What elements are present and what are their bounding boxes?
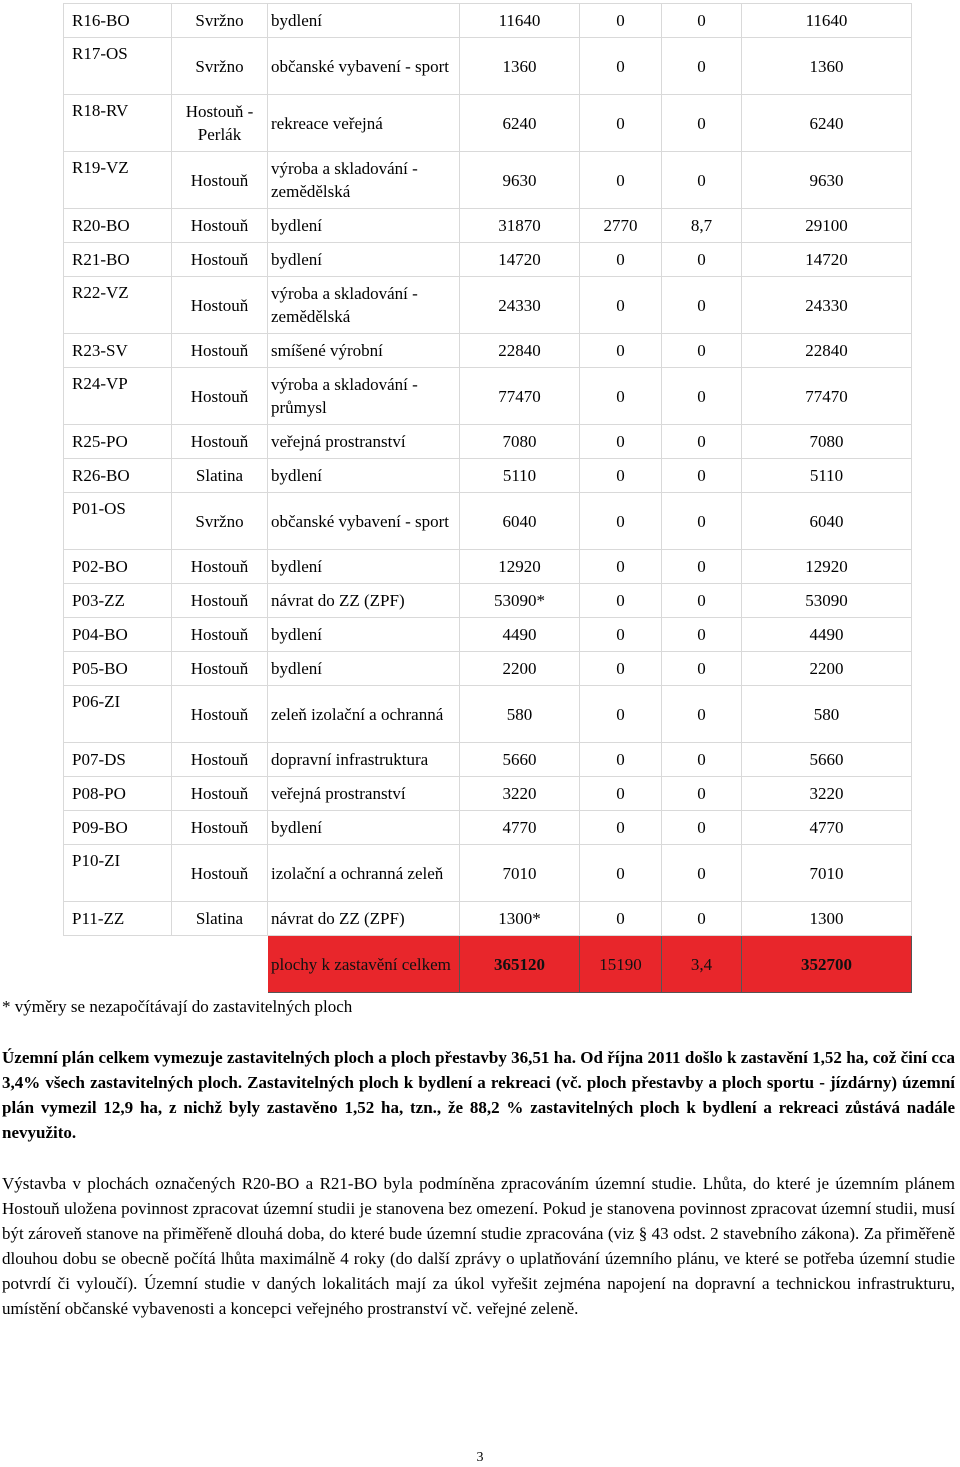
areas-table [63, 3, 912, 993]
total-area-cell: 53090* [460, 584, 580, 618]
built-percent-cell: 0 [662, 845, 742, 902]
areas-table-body [64, 4, 912, 993]
area-code-cell: P05-BO [64, 652, 172, 686]
remaining-area-cell: 2200 [742, 652, 912, 686]
total-area-cell: 77470 [460, 368, 580, 425]
location-cell: Hostouň [172, 743, 268, 777]
table-row [64, 618, 912, 652]
built-area-cell: 0 [580, 845, 662, 902]
remaining-area-cell: 24330 [742, 277, 912, 334]
table-row [64, 652, 912, 686]
built-percent-sum-cell: 3,4 [662, 936, 742, 993]
total-blank-cell [172, 936, 268, 993]
built-area-cell: 0 [580, 4, 662, 38]
area-code-cell: P01-OS [64, 493, 172, 550]
built-area-cell: 0 [580, 38, 662, 95]
table-row [64, 459, 912, 493]
total-area-cell: 6040 [460, 493, 580, 550]
table-row [64, 777, 912, 811]
total-area-cell: 9630 [460, 152, 580, 209]
built-percent-cell: 0 [662, 95, 742, 152]
remaining-area-cell: 580 [742, 686, 912, 743]
built-percent-cell: 0 [662, 811, 742, 845]
total-row [64, 936, 912, 993]
total-area-cell: 1360 [460, 38, 580, 95]
remaining-area-cell: 7010 [742, 845, 912, 902]
land-use-cell: bydlení [268, 652, 460, 686]
built-percent-cell: 0 [662, 4, 742, 38]
built-area-cell: 0 [580, 652, 662, 686]
table-row [64, 811, 912, 845]
remaining-area-cell: 11640 [742, 4, 912, 38]
location-cell: Hostouň [172, 584, 268, 618]
land-use-cell: smíšené výrobní [268, 334, 460, 368]
location-cell: Hostouň [172, 811, 268, 845]
built-percent-cell: 0 [662, 618, 742, 652]
table-row [64, 493, 912, 550]
total-area-cell: 7080 [460, 425, 580, 459]
location-cell: Hostouň [172, 777, 268, 811]
study-paragraph: Výstavba v plochách označených R20-BO a R21-BO byla podmíněna zpracováním územní studie. Lhůta, do které je územním plánem Hostouň uložena povinnost zpracovat územní studii je stanovena bez omezení. Pokud je stanovena povinnost zpracovat územní studii, musí být zároveň stanove na přiměřeně dlouhá doba, do které bude územní studie zpracována (viz § 43 odst. 2 stavebního zákona). Za přiměřeně dlouhou dobu se obecně počítá lhůta maximálně 4 roky (do další zprávy o uplatňování územního plánu, ve které se potřeba územní studie potvrdí či vyloučí). Územní studie v daných lokalitách mají za úkol vyřešit zejména napojení na dopravní a technickou infrastrukturu, umístění občanské vybavenosti a koncepci veřejného prostranství vč. veřejné zeleně. [2, 1174, 955, 1318]
location-cell: Hostouň [172, 209, 268, 243]
land-use-cell: bydlení [268, 550, 460, 584]
built-area-cell: 0 [580, 686, 662, 743]
remaining-area-cell: 77470 [742, 368, 912, 425]
remaining-area-cell: 12920 [742, 550, 912, 584]
location-cell: Hostouň [172, 550, 268, 584]
total-area-cell: 14720 [460, 243, 580, 277]
built-area-cell: 0 [580, 584, 662, 618]
land-use-cell: rekreace veřejná [268, 95, 460, 152]
footnote: * výměry se nezapočítávají do zastavitelných ploch [2, 997, 353, 1016]
land-use-cell: bydlení [268, 243, 460, 277]
remaining-area-cell: 22840 [742, 334, 912, 368]
remaining-area-cell: 53090 [742, 584, 912, 618]
remaining-area-cell: 6040 [742, 493, 912, 550]
table-row [64, 550, 912, 584]
area-code-cell: R17-OS [64, 38, 172, 95]
built-percent-cell: 0 [662, 550, 742, 584]
built-area-cell: 0 [580, 743, 662, 777]
built-area-cell: 0 [580, 618, 662, 652]
location-cell: Hostouň [172, 152, 268, 209]
remaining-area-cell: 6240 [742, 95, 912, 152]
area-code-cell: P03-ZZ [64, 584, 172, 618]
built-area-cell: 0 [580, 277, 662, 334]
location-cell: Slatina [172, 459, 268, 493]
total-blank-cell [64, 936, 172, 993]
land-use-cell: veřejná prostranství [268, 425, 460, 459]
built-percent-cell: 0 [662, 368, 742, 425]
built-percent-cell: 0 [662, 38, 742, 95]
location-cell: Svržno [172, 493, 268, 550]
total-area-cell: 1300* [460, 902, 580, 936]
built-percent-cell: 0 [662, 334, 742, 368]
location-cell: Hostouň [172, 618, 268, 652]
built-percent-cell: 0 [662, 777, 742, 811]
table-row [64, 152, 912, 209]
built-percent-cell: 0 [662, 277, 742, 334]
location-cell: Hostouň [172, 845, 268, 902]
land-use-cell: občanské vybavení - sport [268, 38, 460, 95]
built-area-cell: 0 [580, 777, 662, 811]
remaining-area-cell: 14720 [742, 243, 912, 277]
built-area-cell: 0 [580, 902, 662, 936]
remaining-area-cell: 1300 [742, 902, 912, 936]
area-code-cell: P08-PO [64, 777, 172, 811]
land-use-cell: bydlení [268, 209, 460, 243]
built-percent-cell: 0 [662, 152, 742, 209]
area-code-cell: R16-BO [64, 4, 172, 38]
area-code-cell: P11-ZZ [64, 902, 172, 936]
area-code-cell: P07-DS [64, 743, 172, 777]
total-area-cell: 6240 [460, 95, 580, 152]
area-code-cell: R18-RV [64, 95, 172, 152]
location-cell: Hostouň [172, 368, 268, 425]
table-row [64, 209, 912, 243]
remaining-area-cell: 4490 [742, 618, 912, 652]
built-area-cell: 0 [580, 152, 662, 209]
land-use-cell: návrat do ZZ (ZPF) [268, 902, 460, 936]
location-cell: Svržno [172, 38, 268, 95]
location-cell: Hostouň - Perlák [172, 95, 268, 152]
remaining-area-cell: 5660 [742, 743, 912, 777]
land-use-cell: výroba a skladování - průmysl [268, 368, 460, 425]
table-row [64, 4, 912, 38]
land-use-cell: výroba a skladování - zemědělská [268, 277, 460, 334]
remaining-area-cell: 29100 [742, 209, 912, 243]
built-area-cell: 0 [580, 459, 662, 493]
table-row [64, 243, 912, 277]
area-code-cell: R22-VZ [64, 277, 172, 334]
location-cell: Hostouň [172, 652, 268, 686]
built-percent-cell: 0 [662, 584, 742, 618]
built-area-cell: 0 [580, 425, 662, 459]
built-area-sum-cell: 15190 [580, 936, 662, 993]
total-area-cell: 4490 [460, 618, 580, 652]
built-percent-cell: 0 [662, 459, 742, 493]
land-use-cell: návrat do ZZ (ZPF) [268, 584, 460, 618]
land-use-cell: bydlení [268, 4, 460, 38]
table-row [64, 686, 912, 743]
table-row [64, 902, 912, 936]
built-percent-cell: 0 [662, 743, 742, 777]
area-code-cell: R20-BO [64, 209, 172, 243]
table-row [64, 95, 912, 152]
land-use-cell: občanské vybavení - sport [268, 493, 460, 550]
location-cell: Hostouň [172, 425, 268, 459]
total-area-cell: 7010 [460, 845, 580, 902]
built-percent-cell: 0 [662, 652, 742, 686]
area-code-cell: R24-VP [64, 368, 172, 425]
total-area-cell: 24330 [460, 277, 580, 334]
land-use-cell: dopravní infrastruktura [268, 743, 460, 777]
table-row [64, 845, 912, 902]
built-area-cell: 0 [580, 95, 662, 152]
area-code-cell: R25-PO [64, 425, 172, 459]
built-area-cell: 0 [580, 811, 662, 845]
remaining-area-sum-cell: 352700 [742, 936, 912, 993]
remaining-area-cell: 5110 [742, 459, 912, 493]
land-use-cell: bydlení [268, 618, 460, 652]
built-percent-cell: 0 [662, 493, 742, 550]
area-code-cell: P04-BO [64, 618, 172, 652]
area-code-cell: R19-VZ [64, 152, 172, 209]
table-row [64, 38, 912, 95]
total-area-cell: 5110 [460, 459, 580, 493]
table-row [64, 743, 912, 777]
remaining-area-cell: 1360 [742, 38, 912, 95]
area-code-cell: P10-ZI [64, 845, 172, 902]
total-area-cell: 11640 [460, 4, 580, 38]
area-code-cell: P06-ZI [64, 686, 172, 743]
built-area-cell: 0 [580, 334, 662, 368]
total-area-cell: 4770 [460, 811, 580, 845]
total-area-cell: 2200 [460, 652, 580, 686]
location-cell: Hostouň [172, 243, 268, 277]
location-cell: Hostouň [172, 277, 268, 334]
area-code-cell: P02-BO [64, 550, 172, 584]
page-number: 3 [476, 1450, 484, 1465]
location-cell: Hostouň [172, 334, 268, 368]
total-area-cell: 31870 [460, 209, 580, 243]
summary-paragraph: Územní plán celkem vymezuje zastavitelných ploch a ploch přestavby 36,51 ha. Od října 2011 došlo k zastavění 1,52 ha, což činí cca 3,4% všech zastavitelných ploch. Zastavitelných ploch k bydlení a rekreaci (vč. ploch přestavby a ploch sportu - jízdárny) územní plán vymezil 12,9 ha, z nichž byly zastavěno 1,52 ha, tzn., že 88,2 % zastavitelných ploch k bydlení a rekreaci zůstává nadále nevyužito. [2, 1048, 955, 1142]
land-use-cell: bydlení [268, 811, 460, 845]
land-use-cell: výroba a skladování - zemědělská [268, 152, 460, 209]
remaining-area-cell: 3220 [742, 777, 912, 811]
built-area-cell: 0 [580, 243, 662, 277]
total-area-cell: 5660 [460, 743, 580, 777]
table-row [64, 584, 912, 618]
total-area-sum-cell: 365120 [460, 936, 580, 993]
location-cell: Svržno [172, 4, 268, 38]
built-area-cell: 0 [580, 550, 662, 584]
built-percent-cell: 8,7 [662, 209, 742, 243]
table-row [64, 277, 912, 334]
total-label-cell: plochy k zastavění celkem [268, 936, 460, 993]
total-area-cell: 580 [460, 686, 580, 743]
total-area-cell: 12920 [460, 550, 580, 584]
remaining-area-cell: 7080 [742, 425, 912, 459]
built-area-cell: 0 [580, 493, 662, 550]
area-code-cell: P09-BO [64, 811, 172, 845]
remaining-area-cell: 4770 [742, 811, 912, 845]
area-code-cell: R21-BO [64, 243, 172, 277]
total-area-cell: 22840 [460, 334, 580, 368]
built-percent-cell: 0 [662, 686, 742, 743]
land-use-cell: izolační a ochranná zeleň [268, 845, 460, 902]
remaining-area-cell: 9630 [742, 152, 912, 209]
land-use-cell: zeleň izolační a ochranná [268, 686, 460, 743]
area-code-cell: R23-SV [64, 334, 172, 368]
table-row [64, 425, 912, 459]
built-percent-cell: 0 [662, 425, 742, 459]
built-percent-cell: 0 [662, 902, 742, 936]
built-percent-cell: 0 [662, 243, 742, 277]
built-area-cell: 0 [580, 368, 662, 425]
location-cell: Hostouň [172, 686, 268, 743]
land-use-cell: veřejná prostranství [268, 777, 460, 811]
table-row [64, 368, 912, 425]
land-use-cell: bydlení [268, 459, 460, 493]
total-area-cell: 3220 [460, 777, 580, 811]
table-row [64, 334, 912, 368]
built-area-cell: 2770 [580, 209, 662, 243]
location-cell: Slatina [172, 902, 268, 936]
area-code-cell: R26-BO [64, 459, 172, 493]
